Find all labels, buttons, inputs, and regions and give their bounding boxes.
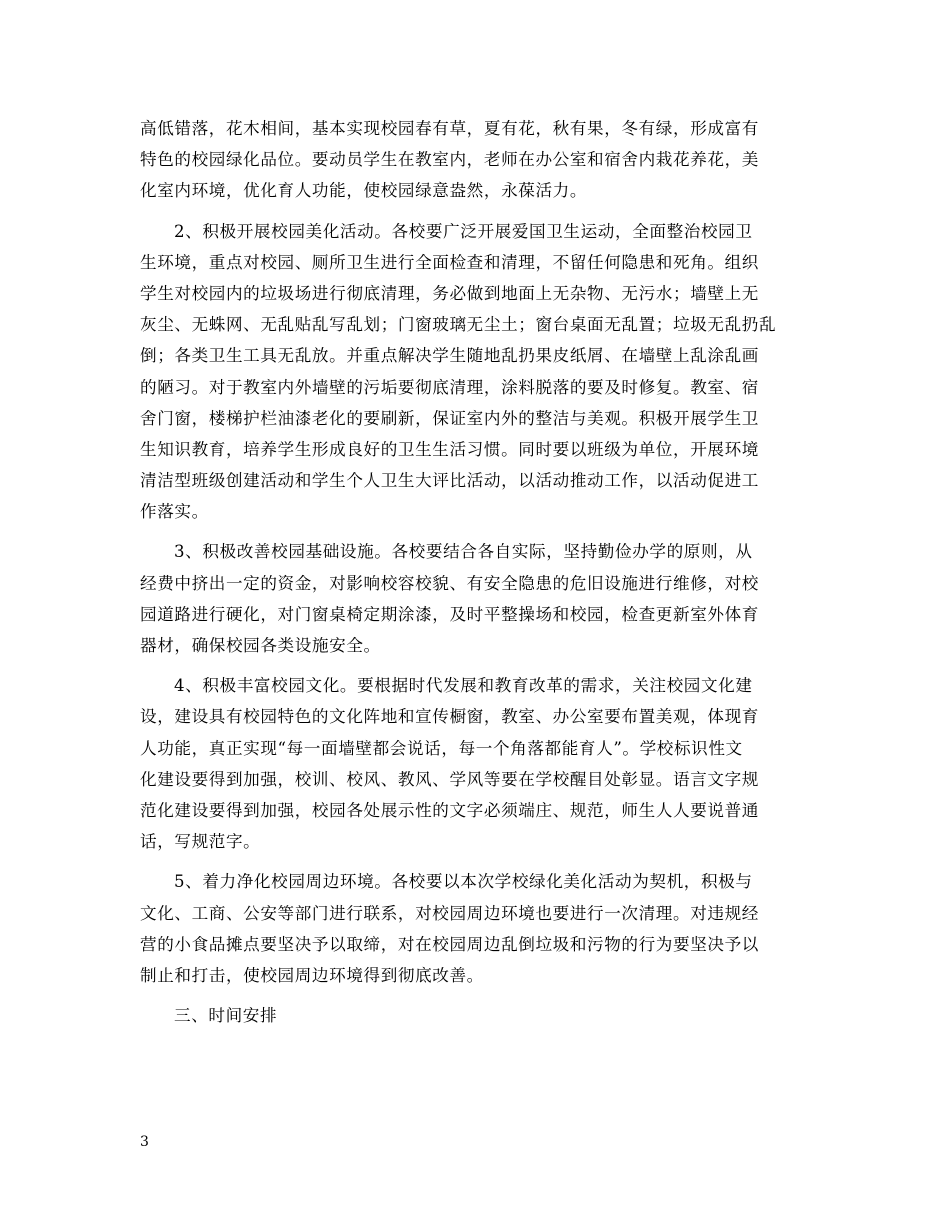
text-line: 范化建设要得到加强，校园各处展示性的文字必须端庄、规范，师生人人要说普通 bbox=[140, 800, 759, 820]
text-line: 的陋习。对于教室内外墙壁的污垢要彻底清理，涂料脱落的要及时修复。教室、宿 bbox=[140, 377, 759, 397]
text-line: 倒；各类卫生工具无乱放。并重点解决学生随地乱扔果皮纸屑、在墙壁上乱涂乱画 bbox=[140, 346, 759, 366]
text-line: 文化、工商、公安等部门进行联系，对校园周边环境也要进行一次清理。对违规经 bbox=[140, 903, 759, 923]
text-line: 经费中挤出一定的资金，对影响校容校貌、有安全隐患的危旧设施进行维修，对校 bbox=[140, 573, 759, 593]
text-line: 高低错落，花木相间，基本实现校园春有草，夏有花，秋有果，冬有绿，形成富有 bbox=[140, 119, 759, 138]
text-line: 作落实。 bbox=[140, 502, 209, 522]
text-line: 生环境，重点对校园、厕所卫生进行全面检查和清理，不留任何隐患和死角。组织 bbox=[140, 252, 759, 272]
section-heading: 三、时间安排 bbox=[174, 1006, 278, 1026]
text-line: 灰尘、无蛛网、无乱贴乱写乱划；门窗玻璃无尘土；窗台桌面无乱置；垃圾无乱扔乱 bbox=[140, 315, 777, 335]
text-line: 制止和打击，使校园周边环境得到彻底改善。 bbox=[140, 965, 484, 985]
text-line: 学生对校园内的垃圾场进行彻底清理，务必做到地面上无杂物、无污水；墙壁上无 bbox=[140, 283, 759, 303]
text-line: 化室内环境，优化育人功能，使校园绿意盎然，永葆活力。 bbox=[140, 181, 588, 201]
text-line: 营的小食品摊点要坚决予以取缔，对在校园周边乱倒垃圾和污物的行为要坚决予以 bbox=[140, 934, 759, 954]
paragraph-heading-line: 4、积极丰富校园文化。要根据时代发展和教育改革的需求，关注校园文化建 bbox=[174, 676, 753, 696]
text-line: 生知识教育，培养学生形成良好的卫生生活习惯。同时要以班级为单位，开展环境 bbox=[140, 439, 759, 459]
paragraph-heading-line: 2、积极开展校园美化活动。各校要广泛开展爱国卫生运动，全面整治校园卫 bbox=[174, 221, 753, 241]
text-line: 舍门窗，楼梯护栏油漆老化的要刷新，保证室内外的整洁与美观。积极开展学生卫 bbox=[140, 408, 759, 428]
text-line: 特色的校园绿化品位。要动员学生在教室内，老师在办公室和宿舍内栽花养花，美 bbox=[140, 150, 759, 170]
text-line: 化建设要得到加强，校训、校风、教风、学风等要在学校醒目处彰显。语言文字规 bbox=[140, 769, 759, 789]
text-line: 清洁型班级创建活动和学生个人卫生大评比活动，以活动推动工作，以活动促进工 bbox=[140, 471, 759, 491]
text-line: 话，写规范字。 bbox=[140, 832, 261, 852]
text-line: 园道路进行硬化，对门窗桌椅定期涂漆，及时平整操场和校园，检查更新室外体育 bbox=[140, 604, 759, 624]
text-line: 人功能，真正实现“每一面墙壁都会说话，每一个角落都能育人”。学校标识性文 bbox=[140, 738, 743, 758]
page-number: 3 bbox=[140, 1134, 149, 1150]
paragraph-heading-line: 5、着力净化校园周边环境。各校要以本次学校绿化美化活动为契机，积极与 bbox=[174, 872, 753, 892]
text-line: 设，建设具有校园特色的文化阵地和宣传橱窗，教室、办公室要布置美观，体现育 bbox=[140, 707, 759, 727]
paragraph-heading-line: 3、积极改善校园基础设施。各校要结合各自实际，坚持勤俭办学的原则，从 bbox=[174, 542, 753, 562]
document-body bbox=[140, 113, 812, 1031]
text-line: 器材，确保校园各类设施安全。 bbox=[140, 636, 381, 655]
